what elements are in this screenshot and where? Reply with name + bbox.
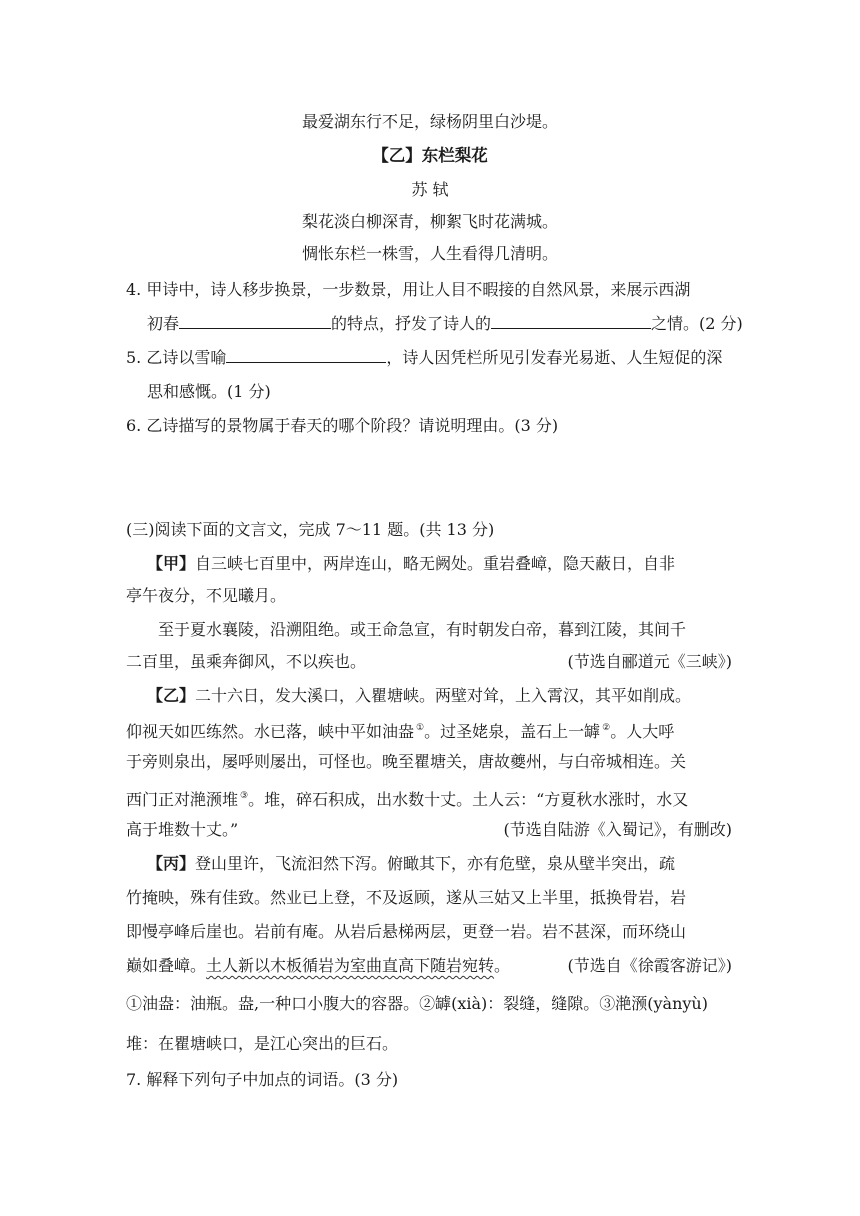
question-5-line-2: 思和感慨。(1 分): [147, 382, 271, 401]
poem-yi-title: 【乙】东栏梨花: [372, 146, 488, 165]
footnote-marker-2: ②: [602, 723, 611, 733]
question-4-text-c: 之情。(2 分): [651, 314, 743, 333]
footnote-marker-1: ①: [416, 723, 425, 733]
yi-tag: 【乙】: [147, 686, 196, 705]
bing-l4-b: 。: [494, 956, 511, 975]
poem-yi-line-2: 惆怅东栏一株雪，人生看得几清明。: [301, 244, 558, 263]
notes-line-1: ①油盎：油瓶。盎,一种口小腹大的容器。②罅(xià)：裂缝，缝隙。③滟滪(yànyù): [126, 994, 708, 1013]
bing-l4-a: 巅如叠嶂。: [126, 956, 207, 975]
question-4-text-a: 初春: [147, 314, 180, 333]
jia-paragraph-2-line-1: 至于夏水襄陵，沿溯阻绝。或王命急宣，有时朝发白帝，暮到江陵，其间千: [158, 620, 687, 639]
bing-line-2: 竹掩映，殊有佳致。然业已上登，不及返顾，遂从三姑又上半里，抵换骨岩，岩: [126, 888, 687, 907]
yi-l2-c: 。人大呼: [610, 722, 675, 741]
yi-line-2: [126, 716, 674, 744]
yi-l4-b: 。堆，碎石积成，出水数十丈。土人云：“方夏秋水涨时，水又: [248, 790, 689, 809]
jia-paragraph-1-line-1: [147, 552, 675, 576]
yi-l1-text: 二十六日，发大溪口，入瞿塘峡。两壁对耸，上入霄汉，其平如削成。: [195, 686, 692, 705]
wavy-underlined-sentence: 土人新以木板循岩为室曲直高下随岩宛转: [206, 956, 495, 975]
poem-yi-author: 苏 轼: [411, 180, 449, 199]
question-4-text-b: 的特点，抒发了诗人的: [331, 314, 492, 333]
question-4-blank-1[interactable]: [179, 312, 331, 329]
yi-l4-a: 西门正对滟滪堆: [126, 790, 239, 809]
question-4-line-2: [147, 312, 743, 336]
bing-source: (节选自《徐霞客游记》): [567, 956, 732, 975]
jia-paragraph-1-line-2: 亭午夜分，不见曦月。: [126, 586, 287, 605]
yi-line-1: [147, 684, 691, 708]
bing-tag: 【丙】: [147, 854, 196, 873]
bing-line-1: [147, 852, 675, 876]
yi-l2-a: 仰视天如匹练然。水已落，峡中平如油盎: [126, 722, 415, 741]
jia-source: (节选自郦道元《三峡》): [567, 652, 732, 671]
bing-l1-text: 登山里许，飞流汩然下泻。俯瞰其下，亦有危壁，泉从壁半突出，疏: [195, 854, 676, 873]
question-5-text-b: ，诗人因凭栏所见引发春光易逝、人生短促的深: [386, 348, 723, 367]
notes-line-2: 堆：在瞿塘峡口，是江心突出的巨石。: [126, 1034, 399, 1053]
bing-line-4: [126, 954, 510, 978]
yi-line-4: [126, 784, 688, 812]
footnote-marker-3: ③: [240, 791, 249, 801]
jia-tag: 【甲】: [147, 554, 196, 573]
question-4-blank-2[interactable]: [491, 312, 651, 329]
yi-line-3: 于旁则泉出，屡呼则屡出，可怪也。晚至瞿塘关，唐故夔州，与白帝城相连。关: [126, 752, 687, 771]
yi-source: (节选自陆游《入蜀记》，有删改): [503, 820, 732, 839]
jia-p1-l1-text: 自三峡七百里中，两岸连山，略无阙处。重岩叠嶂，隐天蔽日，自非: [195, 554, 676, 573]
bing-line-3: 即慢亭峰后崖也。岩前有庵。从岩后悬梯两层，更登一岩。岩不甚深，而环绕山: [126, 922, 687, 941]
question-5-line-1: [126, 346, 722, 370]
question-4-line-1: 4. 甲诗中，诗人移步换景，一步数景，用让人目不暇接的自然风景，来展示西湖: [126, 280, 691, 299]
yi-line-5: 高于堆数十丈。”: [126, 820, 239, 839]
question-5-blank[interactable]: [226, 346, 386, 363]
poem-jia-last-line: 最爱湖东行不足，绿杨阴里白沙堤。: [301, 112, 558, 131]
section-3-heading: (三)阅读下面的文言文，完成 7～11 题。(共 13 分): [126, 520, 495, 539]
poem-yi-line-1: 梨花淡白柳深青，柳絮飞时花满城。: [301, 212, 558, 231]
question-7: 7. 解释下列句子中加点的词语。(3 分): [126, 1070, 399, 1089]
jia-paragraph-2-line-2: 二百里，虽乘奔御风，不以疾也。: [126, 652, 367, 671]
question-6: 6. 乙诗描写的景物属于春天的哪个阶段？请说明理由。(3 分): [126, 416, 559, 435]
question-5-text-a: 5. 乙诗以雪喻: [126, 348, 227, 367]
yi-l2-b: 。过圣姥泉，盖石上一罅: [424, 722, 601, 741]
